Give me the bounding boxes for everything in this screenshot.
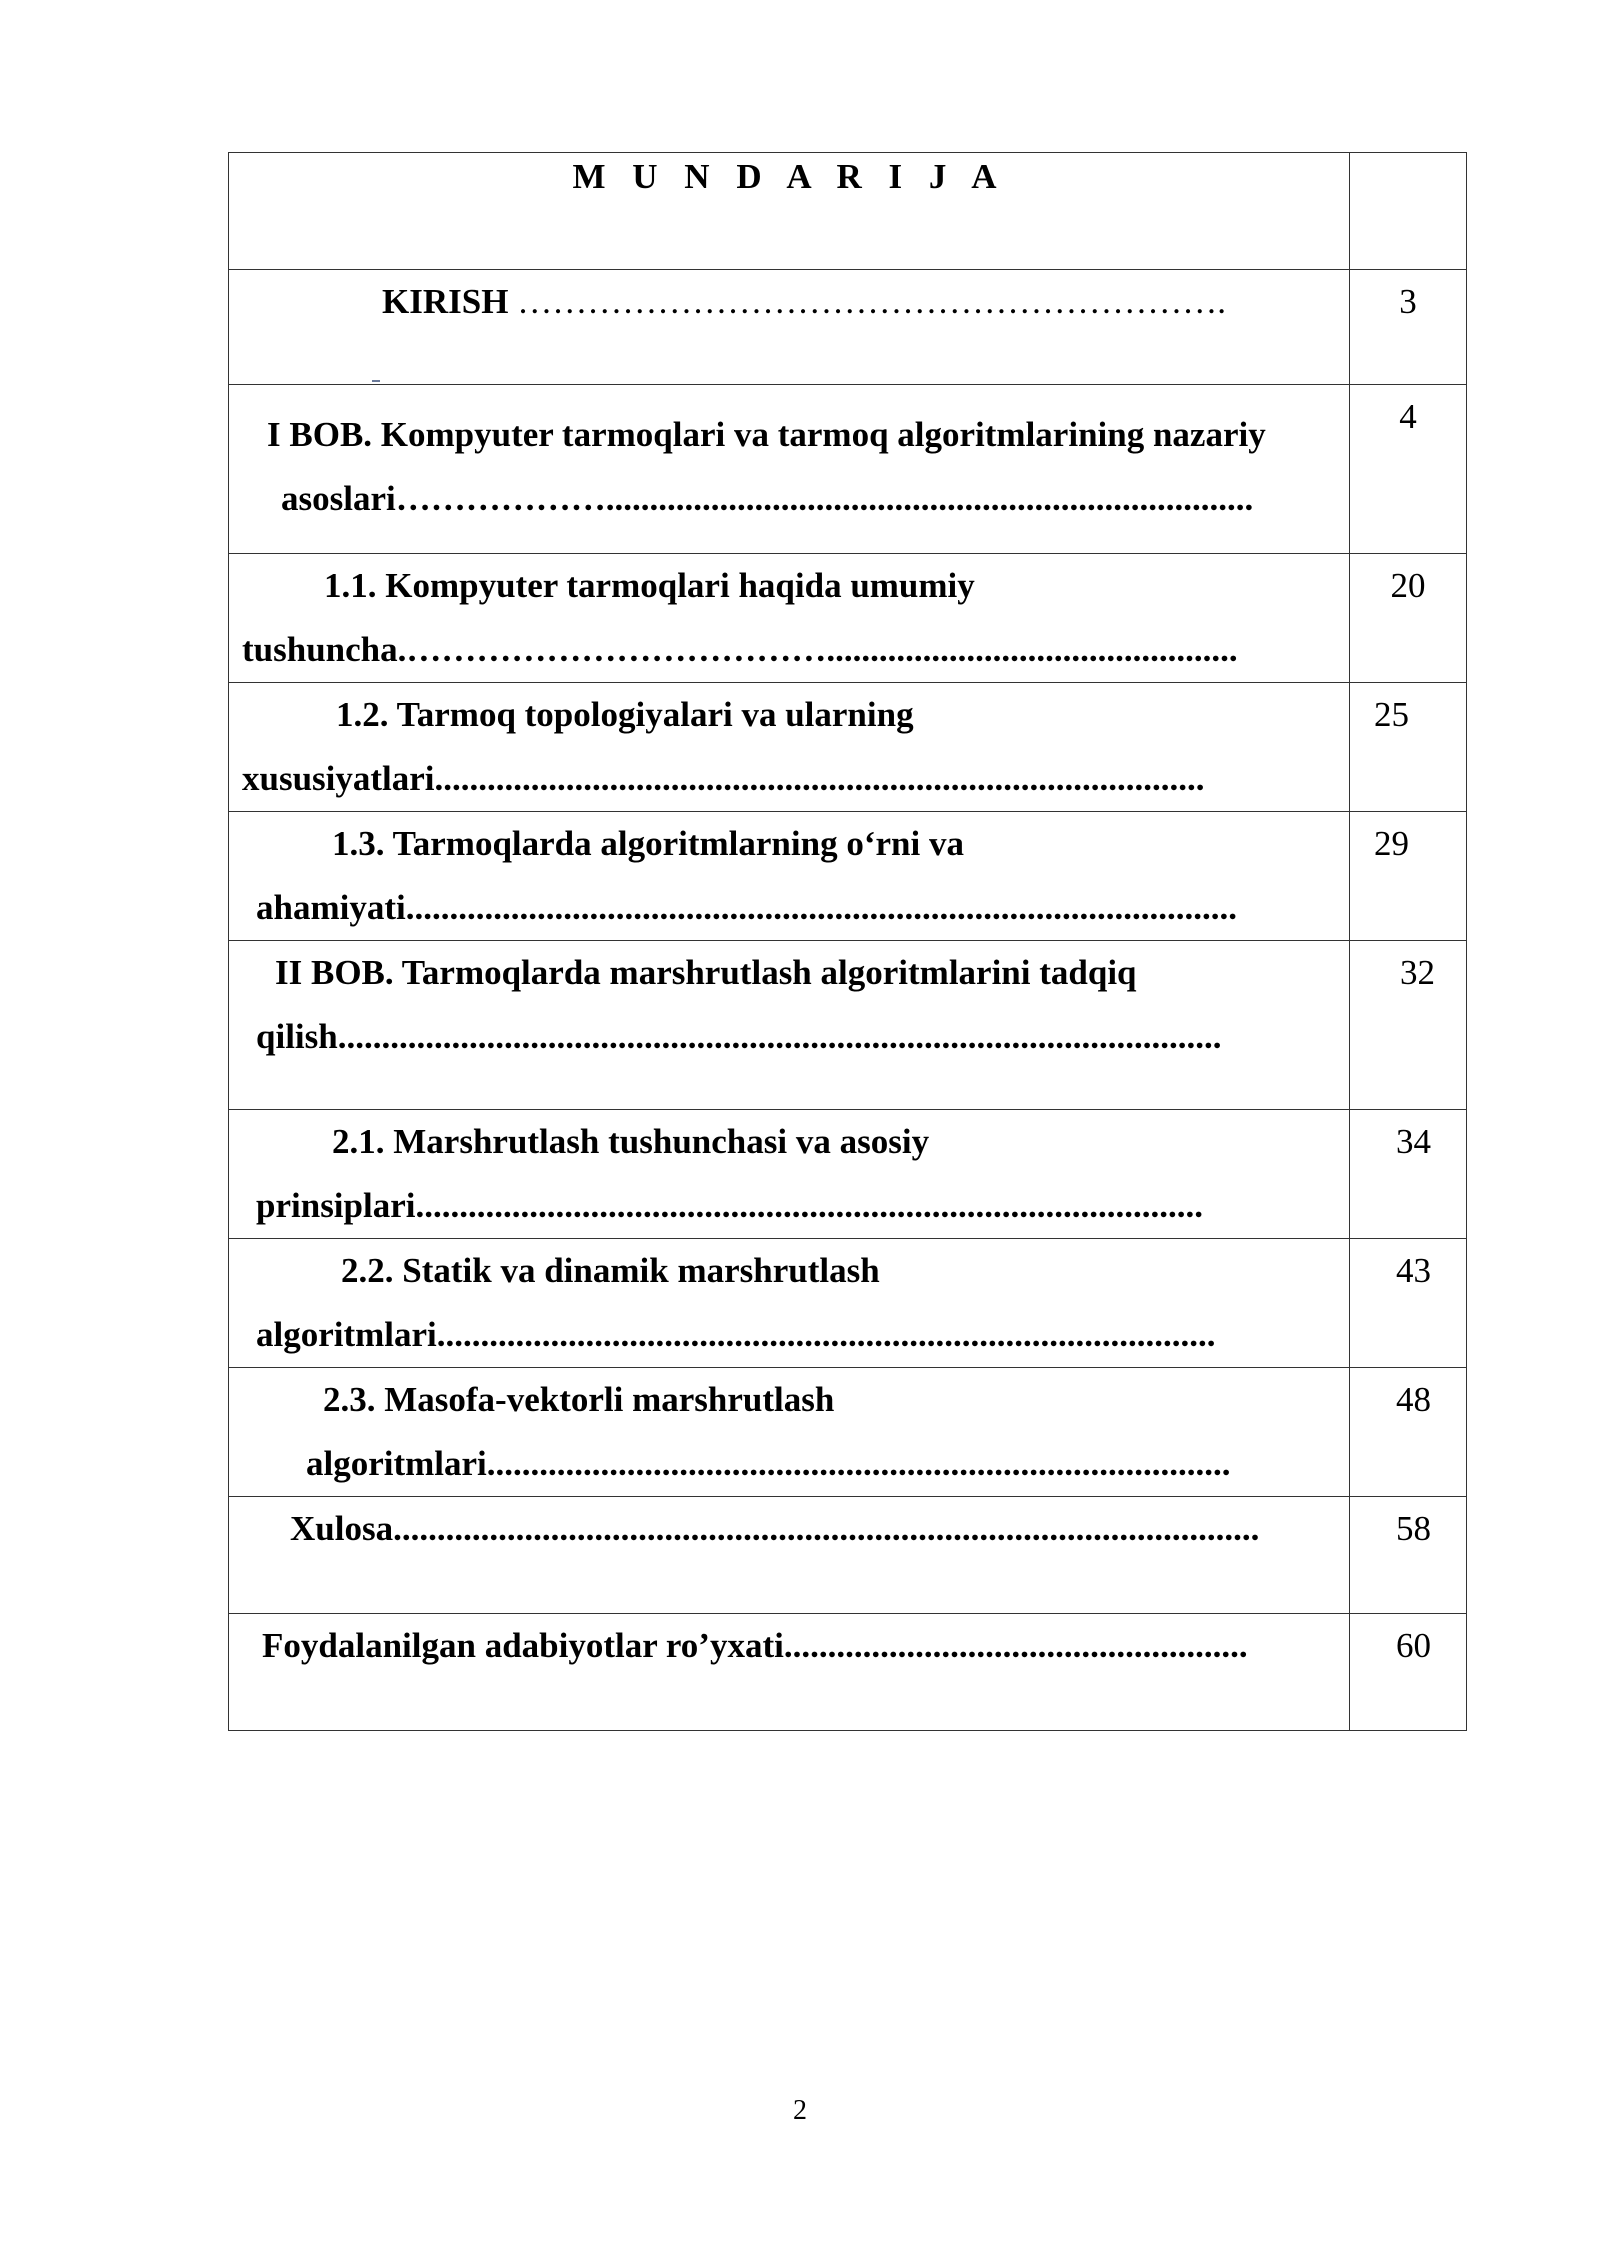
toc-row-bob2 [229, 941, 1467, 1110]
toc-row-2-2 [229, 1239, 1467, 1368]
toc-entry-2-3 [229, 1368, 1350, 1497]
toc-row-1-3 [229, 812, 1467, 941]
toc-entry-leader: ……………………………………………………. [508, 282, 1226, 321]
toc-entry-leader: tushuncha.………………………………............................................... [242, 630, 1238, 669]
toc-entry-1-2 [229, 683, 1350, 812]
toc-entry-bob2 [229, 941, 1350, 1110]
toc-page-number: 48 [1350, 1368, 1467, 1497]
table-of-contents [228, 152, 1467, 1731]
toc-row-1-1 [229, 554, 1467, 683]
toc-entry-title: 2.1. Marshrutlash tushunchasi va asosiy [332, 1122, 930, 1161]
toc-entry-title: Xulosa................................................................................................... [290, 1509, 1260, 1548]
toc-entry-xulosa [229, 1497, 1350, 1614]
toc-entry-title: I BOB. Kompyuter tarmoqlari va tarmoq algoritmlarining nazariy [267, 415, 1266, 454]
toc-page-number: 20 [1350, 554, 1467, 683]
toc-page-number: 43 [1350, 1239, 1467, 1368]
toc-page-number: 34 [1350, 1110, 1467, 1239]
toc-page-number: 58 [1350, 1497, 1467, 1614]
toc-row-2-1 [229, 1110, 1467, 1239]
toc-entry-title: KIRISH [382, 282, 509, 321]
toc-entry-leader: algoritmlari..................................................................................... [306, 1444, 1231, 1483]
toc-entry-title: 1.3. Tarmoqlarda algoritmlarning o‘rni va [332, 824, 964, 863]
toc-heading-page-cell [1350, 153, 1467, 270]
toc-row-adabiyotlar [229, 1614, 1467, 1731]
toc-page-number: 3 [1350, 270, 1467, 385]
toc-heading: M U N D A R I J A [229, 153, 1350, 270]
toc-entry-bob1 [229, 385, 1350, 554]
toc-entry-title: 1.2. Tarmoq topologiyalari va ularning [336, 695, 914, 734]
toc-entry-leader: ahamiyati............................................................................................... [256, 888, 1237, 927]
toc-row-kirish [229, 270, 1467, 385]
toc-entry-leader: algoritmlari......................................................................................... [256, 1315, 1216, 1354]
toc-entry-leader: asoslari……………….......................................................................... [281, 479, 1254, 518]
toc-page-number: 60 [1350, 1614, 1467, 1731]
toc-entry-leader: prinsiplari.......................................................................................... [256, 1186, 1203, 1225]
page-number: 2 [793, 2095, 807, 2126]
toc-page-number: 32 [1350, 941, 1467, 1110]
toc-row-xulosa [229, 1497, 1467, 1614]
toc-entry-1-3 [229, 812, 1350, 941]
toc-entry-2-1 [229, 1110, 1350, 1239]
toc-page-number: 4 [1350, 385, 1467, 554]
toc-entry-title: 2.3. Masofa-vektorli marshrutlash [323, 1380, 835, 1419]
toc-row-1-2 [229, 683, 1467, 812]
toc-row-2-3 [229, 1368, 1467, 1497]
toc-entry-title: 1.1. Kompyuter tarmoqlari haqida umumiy [324, 566, 975, 605]
toc-entry-1-1 [229, 554, 1350, 683]
toc-entry-title: II BOB. Tarmoqlarda marshrutlash algoritmlarini tadqiq [275, 953, 1137, 992]
toc-entry-leader: xususiyatlari........................................................................................ [242, 759, 1205, 798]
toc-entry-title: 2.2. Statik va dinamik marshrutlash [341, 1251, 880, 1290]
toc-page-number: 25 [1350, 683, 1467, 812]
toc-page-number: 29 [1350, 812, 1467, 941]
toc-entry-leader: qilish..................................................................................................... [256, 1017, 1222, 1056]
toc-entry-2-2 [229, 1239, 1350, 1368]
toc-heading-row [229, 153, 1467, 270]
toc-entry-adabiyotlar [229, 1614, 1350, 1731]
toc-row-bob1 [229, 385, 1467, 554]
toc-entry-title: Foydalanilgan adabiyotlar ro’yxati..................................................... [262, 1626, 1248, 1665]
toc-entry-kirish [229, 270, 1350, 385]
